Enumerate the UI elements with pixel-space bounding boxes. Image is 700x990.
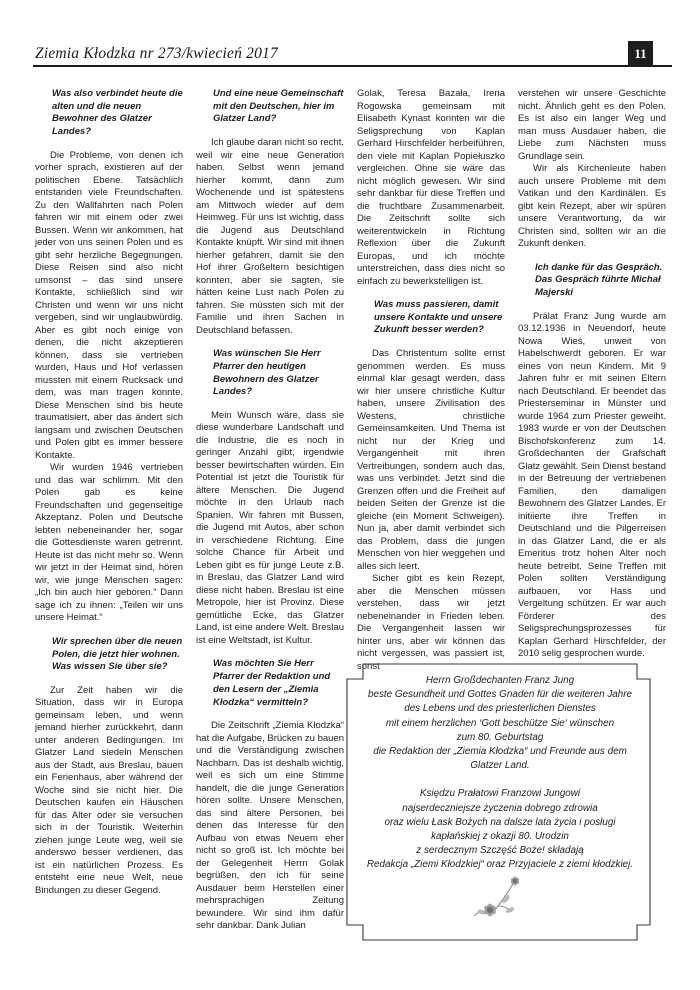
interview-closing-credit: Ich danke für das Gespräch. Das Gespräch führte Michał Majerski [535, 261, 663, 298]
interview-answer-paragraph: Wir als Kirchenleute haben auch unsere Probleme mit dem Vatikan und den Kardinälen. Es gibt kein Rezept, aber wir spüren unsere Verantwortung, da wir Christen sind, sollten wir an die Zukunft denken. [518, 163, 666, 249]
interview-answer-paragraph: verstehen wir unsere Geschichte nicht. Ähnlich geht es den Polen. Es ist also ein langer Weg und man muss Ausdauer haben, die Liebe zum Nächsten muss Grundlage sein. [518, 88, 666, 162]
german-greeting [352, 674, 648, 773]
greeting-line: mit einem herzlichen ‘Gott beschütze Sie‘ wünschen [385, 717, 615, 729]
biography-paragraph: Prälat Franz Jung wurde am 03.12.1936 in Neuendorf, heute Nowa Wieś, unweit von Habelschwerdt geboren. Er war eines von neun Kindern. Mit 9 Jahren fuhr er mit seinen Eltern nach Deutschland. Er beendet das Priesterseminar in Münster und wurde 1964 zum Priester geweiht. 1983 wurde er von der Deutschen Bischofskonferenz zum 14. Großdechanten der Grafschaft Glatz gewählt. Sein Dienst bestand in der Betreuung der vertriebenen Familien, den damaligen Bewohnern des Glatzer Landes. Er initiierte ihre Treffen in Deutschland und die Pilgerreisen in das Glatzer Land, die er als Emeritus trotz hohen Alter noch heute betreibt. Seine Treffen mit Polen sollten Verständigung aufbauen, vor Hass und Vergeltung schützen. Er war auch Förderer des Seligsprechungsprozesses für Kaplan Gerhard Hirschfelder, der 2010 selig gesprochen wurde. [518, 310, 666, 660]
column-1 [35, 88, 183, 897]
greeting-box [352, 674, 648, 887]
greeting-line: oraz wielu Łask Bożych na dalsze lata życia i posługi [384, 816, 616, 828]
greeting-line: beste Gesundheit und Gottes Gnaden für die weiteren Jahre [367, 689, 633, 701]
interview-answer-paragraph: Die Zeitschrift „Ziemia Kłodzka“ hat die Aufgabe, Brücken zu bauen und die Verständigung zwischen Nachbarn. Das ist deshalb wichtig, weil es sich um eine Stimme handelt, die die junge Generation hören sollte. Unsere Menschen, das sind ältere Personen, bei denen das Interesse für den Aufbau von etwas Neuem eher nicht so groß ist. Ich möchte bei der Gelegenheit Herrn Golak begrüßen, den ich für seine Ausdauer beim Herstellen einer mehrsprachigen Zeitung bewundere. Wir sind ihm dafür sehr dankbar. Dank Julian [196, 720, 344, 932]
page-number-badge: 11 [628, 41, 653, 66]
greeting-line: zum 80. Geburtstag [456, 731, 544, 743]
interview-answer-paragraph: Das Christentum sollte ernst genommen werden. Es muss einmal klar gesagt werden, dass wir hier unsere christliche Kultur haben, unsere Zivilisation des Westens, christliche Gemeinsamkeiten. Und Thema ist nicht nur der Krieg und Vergangenheit mit ihren Vertreibungen, sondern auch das, was uns verbindet. Jetzt sind die Grenzen offen und die Freiheit auf beiden Seiten der Grenze ist die gleiche (ein Moment Schweigen). Nun ja, aber damit verbindet sich das Problem, dass die jungen Menschen von hier weggehen und alles sich leert. [357, 348, 505, 572]
greeting-line: z serdecznym Szczęść Boże! składają [416, 845, 584, 857]
interview-answer-paragraph: Zur Zeit haben wir die Situation, dass wir in Europa gemeinsam leben, und wenn jemand hierher zurückkehrt, dann unter anderen Bedingungen. Im Glatzer Land siedeln Menschen aus der Stadt, aus Breslau, bauen ein Ferienhaus, aber während der Woche sind sie nicht hier. Die Deutschen kaufen ein Häuschen für das Alter oder sie versuchen sich in der Touristik. Weiterhin ziehen junge Leute weg, weil sie anderswo besser verdienen, das ist ein natürlichen Prozess. Es entsteht eine neue Welt, neue Bindungen zu dieser Gegend. [35, 684, 183, 896]
rose-sprig-icon [468, 872, 532, 934]
interview-answer-paragraph: Sicher gibt es kein Rezept, aber die Menschen müssen verstehen, dass wir jetzt nebeneinander in Frieden leben. Die Vergangenheit lassen wir hinter uns, aber wir können das nicht vergessen, was passiert ist, sonst [357, 573, 505, 672]
column-3 [357, 88, 505, 673]
greeting-line: des Lebens und des priesterlichen Dienstes [404, 703, 596, 715]
column-4 [518, 88, 666, 661]
interview-answer-paragraph: Ich glaube daran nicht so recht, weil wir eine neue Generation haben. Selbst wenn jemand hierher kommt, dann zum Wochenende und ist spätestens am Mittwoch wieder auf dem Heimweg. Für uns ist wichtig, dass die Jugend aus Deutschland Kontakte knüpft. Wir sind mit ihnen hierher gefahren, damit sie den Hof ihrer Großeltern besichtigen konnten, aber sie sagten, sie hätten keine Lust nach Polen zu fahren. Sie müssten sich mit der Familie und ihren Sachen in Deutschland befassen. [196, 137, 344, 336]
interview-answer-paragraph: Die Probleme, von denen ich vorher sprach, existieren auf der politischen Ebene. Tatsächlich entstanden viele Freundschaften. Zu den Wallfahrten nach Polen fahren wir mit einem oder zwei Bussen. Wenn wir ankommen, hat jeder von uns seinen Polen und es gibt sehr herzliche Begegnungen. Diese Reisen sind also nicht umsonst – das sind unsere Kontakte, schließlich sind wir Christen und wenn wir uns nicht vergeben, sind wir unglaubwürdig. Aber es gibt noch einige von denen, die nicht akzeptieren können, dass sie vertrieben wurden, Haus und Hof verlassen mussten mit einem Rucksack und dem, was man tragen konnte. Diese Menschen sind bis heute traumatisiert, aber das ändert sich langsam und zwischen Deutschen und Polen gibt es immer bessere Kontakte. [35, 149, 183, 461]
interview-question: Und eine neue Gemeinschaft mit den Deutschen, hier im Glatzer Land? [213, 88, 344, 125]
interview-question: Was möchten Sie Herr Pfarrer der Redaktion und den Lesern der „Ziemia Kłodzka“ vermitteln? [213, 658, 331, 708]
greeting-line: Księdzu Prałatowi Franzowi Jungowi [419, 788, 581, 800]
header-rule [33, 65, 672, 67]
polish-greeting [352, 787, 648, 872]
greeting-line: Redakcja „Ziemi Kłodzkiej“ oraz Przyjaciele z ziemi kłodzkiej. [366, 859, 634, 871]
interview-question: Was also verbindet heute die alten und die neuen Bewohner des Glatzer Landes? [52, 88, 183, 138]
interview-answer-paragraph: Golak, Teresa Bazała, Irena Rogowska gemeinsam mit Elisabeth Kynast konnten wir die Seligsprechung von Kaplan Gerhard Hirschfelder herbeiführen, den viele mit Kaplan Popiełuszko vergleichen. Ohne sie wäre das nicht möglich gewesen. Wir sind sehr dankbar für diese Treffen und die fruchtbare Zusammenarbeit. Die Zeitschrift sollte sich weiterentwickeln in Richtung Reflexion über die Zukunft Europas, und ich möchte unterstreichen, dass dies nicht so einfach zu bewerkstelligen ist. [357, 88, 505, 287]
greeting-line: Glatzer Land. [470, 760, 530, 772]
greeting-line: najserdeczniejsze życzenia dobrego zdrowia [402, 802, 598, 814]
interview-answer-paragraph: Wir wurden 1946 vertrieben und das war schlimm. Mit den Polen gab es keine Freundschaften und gegenseitige Akzeptanz. Polen und Deutsche lebten nebeneinander her, sogar die Gottesdienste waren getrennt. Heute ist das nicht mehr so. Wenn wir jetzt in der Heimat sind, hören wir, wie junge Menschen sagen: „Ich bin auch hier geboren.“ Dann sage ich zu ihnen: „Teilen wir uns unsere Heimat.“ [35, 462, 183, 624]
interview-question: Wir sprechen über die neuen Polen, die jetzt hier wohnen. Was wissen Sie über sie? [52, 635, 183, 673]
masthead-title: Ziemia Kłodzka nr 273/kwiecień 2017 [35, 45, 278, 62]
interview-question: Was wünschen Sie Herr Pfarrer den heutigen Bewohnern des Glatzer Landes? [213, 348, 321, 398]
greeting-line: die Redaktion der „Ziemia Kłodzka“ und Freunde aus dem [373, 746, 627, 758]
greeting-line: kapłańskiej z okazji 80. Urodzin [431, 831, 569, 843]
column-2 [196, 88, 344, 933]
greeting-line: Herrn Großdechanten Franz Jung [425, 675, 575, 686]
interview-answer-paragraph: Mein Wunsch wäre, dass sie diese wunderbare Landschaft und die Industrie, die es noch in geringer Anzahl gibt, irgendwie besser bewirtschaften würden. Ein Potential ist jetzt die Touristik für ältere Menschen. Die Jugend möchte in den Urlaub nach Spanien. Wir fahren mit Bussen, die Jugend mit Autos, aber schon in verschiedene Richtung. Eine solche Chance für Arbeit und Leben gibt es für junge Leute z.B. in Breslau, das Glatzer Land wird diese nicht haben. Breslau ist eine Metropole, hier ist Provinz. Diese gemütliche Ecke, das Glatzer Land, ist eine andere Welt. Breslau ist eine Weltstadt, ist Kultur. [196, 409, 344, 646]
interview-question: Was muss passieren, damit unsere Kontakte und unsere Zukunft besser werden? [374, 299, 503, 336]
